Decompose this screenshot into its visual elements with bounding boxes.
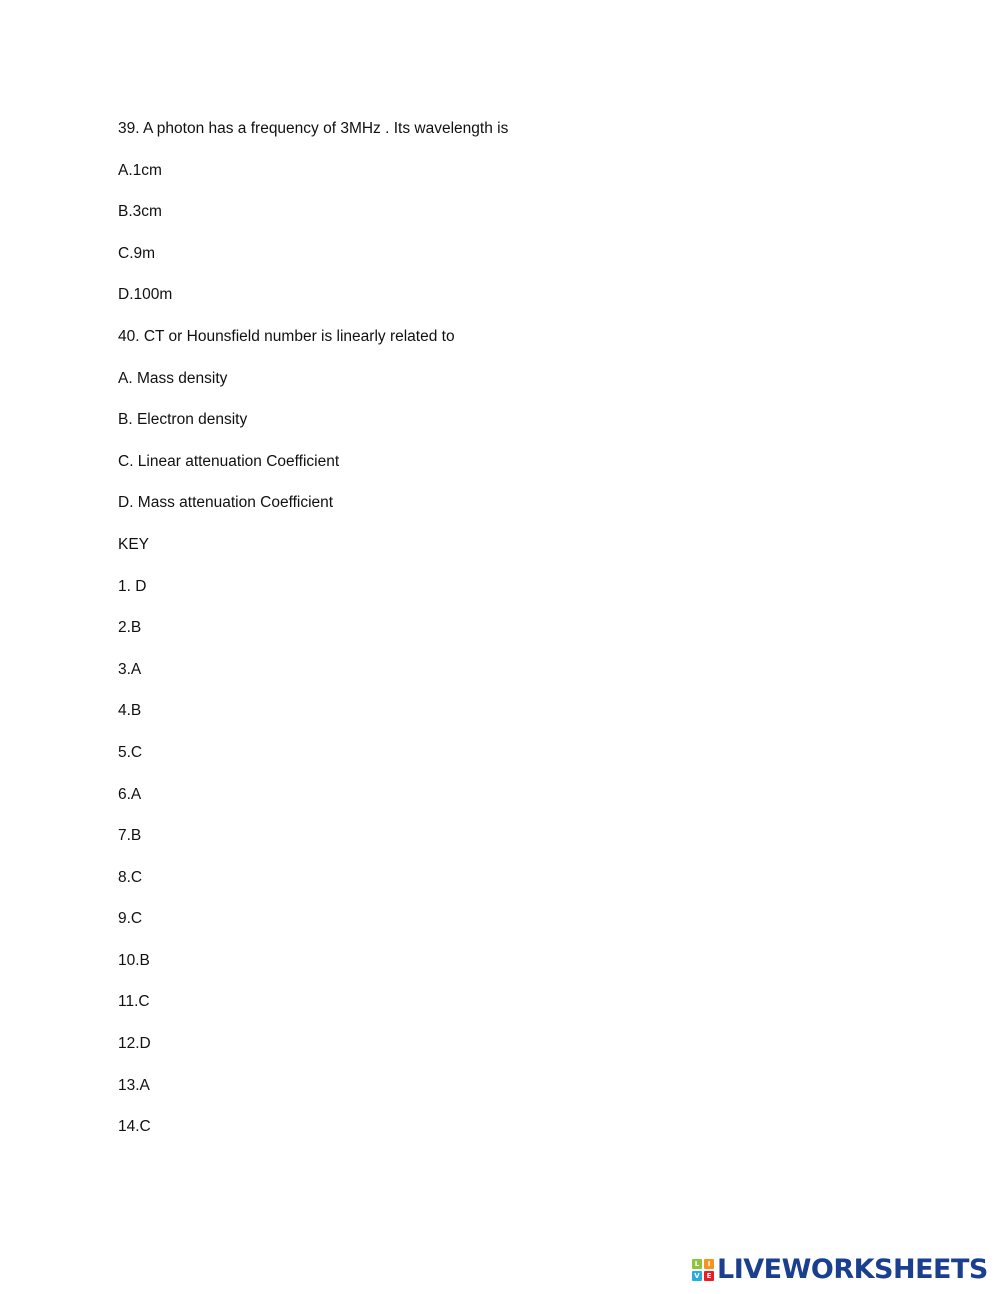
logo-mark-tile: V bbox=[692, 1271, 702, 1281]
liveworksheets-logo bbox=[692, 1256, 988, 1284]
key-answer: 4.B bbox=[118, 702, 142, 720]
key-answer: 5.C bbox=[118, 743, 143, 761]
question-39-option-a: A.1cm bbox=[118, 161, 162, 179]
logo-mark-tile: I bbox=[704, 1259, 714, 1269]
question-40-option-c: C. Linear attenuation Coefficient bbox=[118, 452, 340, 470]
key-answer: 11.C bbox=[118, 993, 150, 1011]
key-answer: 8.C bbox=[118, 868, 143, 886]
liveworksheets-logo-icon bbox=[692, 1259, 714, 1281]
worksheet-content bbox=[118, 118, 878, 1158]
key-answer: 14.C bbox=[118, 1118, 151, 1136]
key-answer: 2.B bbox=[118, 619, 142, 637]
key-heading: KEY bbox=[118, 535, 150, 553]
key-answer: 1. D bbox=[118, 577, 147, 595]
key-answer: 10.B bbox=[118, 951, 150, 969]
key-answer: 13.A bbox=[118, 1076, 150, 1094]
key-answer: 9.C bbox=[118, 910, 143, 928]
question-39-stem: 39. A photon has a frequency of 3MHz . Its wavelength is bbox=[118, 120, 509, 137]
question-40-stem: 40. CT or Hounsfield number is linearly related to bbox=[118, 327, 455, 345]
question-40-option-b: B. Electron density bbox=[118, 411, 248, 429]
key-answer: 3.A bbox=[118, 660, 142, 678]
key-answer: 12.D bbox=[118, 1035, 151, 1053]
question-39-option-d: D.100m bbox=[118, 286, 173, 304]
liveworksheets-logo-text: LIVEWORKSHEETS bbox=[717, 1254, 988, 1285]
question-39-option-b: B.3cm bbox=[118, 203, 162, 221]
question-39-option-c: C.9m bbox=[118, 244, 156, 262]
key-answer: 6.A bbox=[118, 785, 142, 803]
logo-mark-tile: L bbox=[692, 1259, 702, 1269]
key-answer: 7.B bbox=[118, 827, 142, 845]
question-40-option-a: A. Mass density bbox=[118, 369, 228, 387]
logo-mark-tile: E bbox=[704, 1271, 714, 1281]
question-40-option-d: D. Mass attenuation Coefficient bbox=[118, 494, 334, 512]
